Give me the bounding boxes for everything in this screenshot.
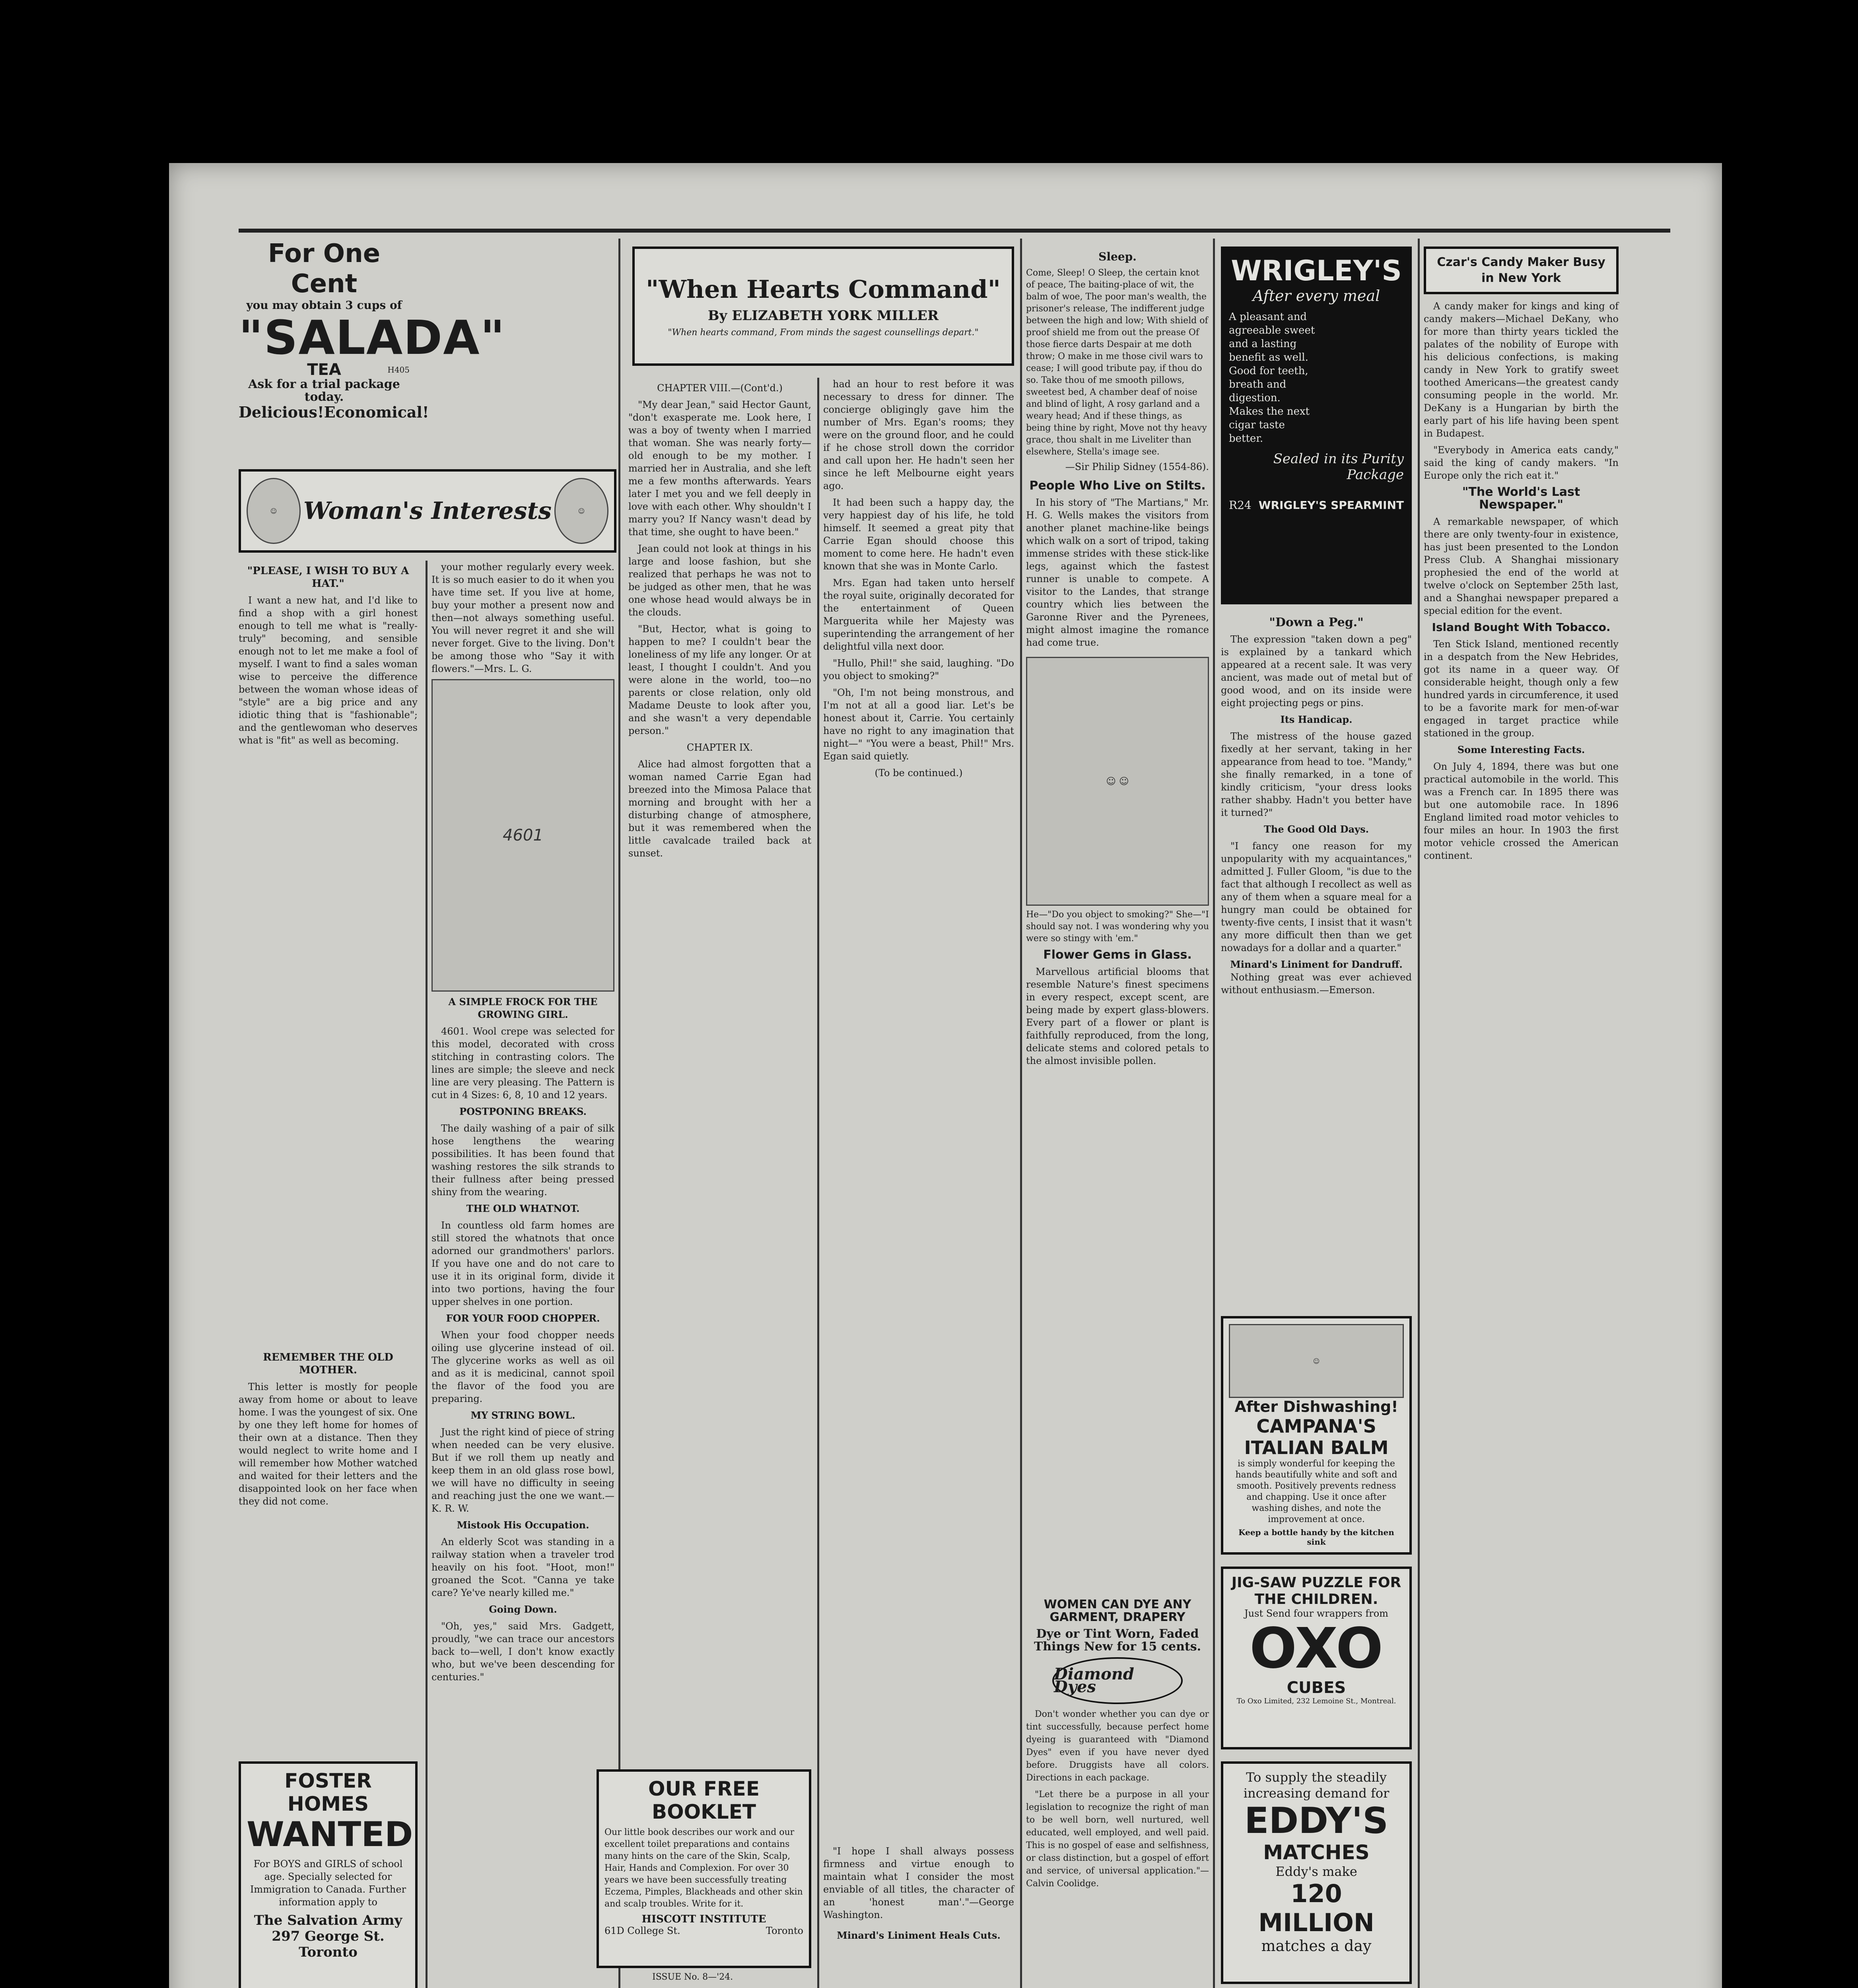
campana-illustration: ☺	[1229, 1324, 1404, 1398]
serial-byline: By ELIZABETH YORK MILLER	[707, 308, 939, 324]
wrigley-slogan: After every meal	[1252, 287, 1380, 305]
facts-title: Some Interesting Facts.	[1457, 744, 1585, 755]
wrigley-brand: WRIGLEY'S	[1231, 254, 1402, 287]
island-text: Ten Stick Island, mentioned recently in a despatch from the New Hebrides, got its name in a queer way. Of considerable height, though only a few hundred yards in circumference, it used to be a favorite mark for men-of-war engaged in target practice while stationed in the group.	[1424, 639, 1619, 739]
facts-text: On July 4, 1894, there was but one practical automobile in the world. This was a French car. In 1895 there was but one automobile race. In 1896 England limited road motor vehicles to four miles an hour. In 1903 the first motor vehicle crossed the American continent.	[1424, 761, 1619, 861]
stilts-text: In his story of "The Martians," Mr. H. G. Wells makes the visitors from another planet machine-like beings which walk on a sort of tripod, taking immense strides with these stick-like legs, against which the fastest runner is unable to compete. A visitor to the Landes, that strange country which lies between the Garonne River and the Pyrenees, might almost imagine the romance had come true.	[1026, 497, 1209, 648]
wrigleys-ad	[1221, 247, 1412, 604]
column-4-footer	[823, 1845, 1014, 1942]
handicap-text: The mistress of the house gazed fixedly at her servant, taking in her appearance from head to toe. "Mandy," she finally remarked, in a tone of kindly criticism, "your dress looks rather shabby. Hadn't you better have it turned?"	[1221, 731, 1412, 818]
eddy-brand: EDDY'S	[1244, 1800, 1388, 1842]
womans-interests-banner	[239, 469, 616, 553]
remember-text: This letter is mostly for people away from home or about to leave home. I was the youngest of six. One by one they left home for homes of their own at a distance. Then they would neglect to write home and I will remember how Mother watched and waited for their letters and the disappointed look on her face when they did not come.	[239, 1381, 418, 1507]
czar-title: Czar's Candy Maker Busy in New York	[1424, 247, 1619, 294]
column-6	[1221, 612, 1412, 1000]
divider	[1213, 239, 1215, 1988]
salada-ad	[239, 239, 506, 421]
divider	[817, 378, 819, 1988]
serial-text-f: It had been such a happy day, the very happiest day of his life, he told himself. It seemed a great pity that Carrie Egan should choose this moment to come here. He hadn't even known that she was in Monte Carlo.	[823, 497, 1014, 572]
mother-text: your mother regularly every week. It is so much easier to do it when you have time set. If you live at home, buy your mother a present now and then—not always something useful. You will never regret it and she will never forget. Give to the living. Don't be among those who "Say it with flowers."—Mrs. L. G.	[431, 561, 614, 674]
salada-trial: Ask for a trial package today.	[248, 377, 400, 404]
foster-homes-ad	[239, 1761, 418, 1988]
island-title: Island Bought With Tobacco.	[1432, 621, 1611, 634]
dye-sub: Dye or Tint Worn, Faded Things New for 15 cents.	[1034, 1627, 1201, 1654]
serial-text-c: "But, Hector, what is going to happen to me? I couldn't bear the loneliness of my life any longer. Or at least, I thought I couldn't. And you were alone in the world, too—no parents or close relation, only old Madame Deuste to look after you, and she wasn't a very dependable person."	[628, 623, 811, 736]
minards-cuts: Minard's Liniment Heals Cuts.	[837, 1930, 1001, 1941]
campana-keep: Keep a bottle handy by the kitchen sink	[1238, 1528, 1394, 1547]
wrigley-pack: WRIGLEY'S SPEARMINT	[1258, 499, 1404, 512]
dye-text: Don't wonder whether you can dye or tint successfully, because perfect home dyeing is guaranteed with "Diamond Dyes" even if you have never dyed before. Druggists have all colors. Directions in each package.	[1026, 1709, 1209, 1783]
oxo-brand: OXO	[1250, 1616, 1383, 1681]
salada-economical: Economical!	[324, 403, 429, 421]
foster-text: For BOYS and GIRLS of school age. Specially selected for Immigration to Canada. Further information apply to	[250, 1858, 406, 1908]
foster-title: FOSTER HOMES	[284, 1769, 372, 1815]
column-5	[1026, 247, 1209, 1071]
salada-tea: TEA	[307, 361, 341, 379]
oxo-ad	[1221, 1567, 1412, 1749]
dye-title: WOMEN CAN DYE ANY GARMENT, DRAPERY	[1044, 1598, 1191, 1624]
eddy-text1: To supply the steadily increasing demand for	[1243, 1770, 1390, 1801]
hat-title: "PLEASE, I WISH TO BUY A HAT."	[247, 565, 409, 590]
serial-text-i: "Oh, I'm not being monstrous, and I'm not at all a good liar. Let's be honest about it, Carrie. You certainly have no right to any imagination that night—" "You were a beast, Phil!" Mrs. Egan said quietly.	[823, 687, 1014, 762]
salada-code: H405	[387, 365, 410, 375]
salada-brand: "SALADA"	[239, 310, 506, 365]
hat-text: I want a new hat, and I'd like to find a shop with a girl honest enough to tell me what is "really-truly" becoming, and sensible enough not to let me make a fool of myself. I want to find a sales woman wise to perceive the difference between the woman whose ideas of "style" are a big price and any idiotic thing that is "fashionable"; and the gentlewoman who deserves what is "fit" as well as becoming.	[239, 595, 418, 746]
booklet-title: OUR FREE BOOKLET	[648, 1777, 760, 1823]
salada-delicious: Delicious!	[239, 403, 324, 421]
olddays-text: "I fancy one reason for my unpopularity with my acquaintances," admitted J. Fuller Gloom, "is due to the fact that although I recollect as well as any of them when a square meal for a hungry man could be obtained for twenty-five cents, I insist that it wasn't any more difficult then than we get nowadays for a dollar and a quarter."	[1221, 841, 1412, 953]
peg-text: The expression "taken down a peg" is explained by a tankard which appeared at a recent sale. It was very ancient, was made out of metal but of good wood, and on its inside were eight projecting pegs or pins.	[1221, 634, 1412, 709]
woman-portrait-left: ☺	[247, 478, 301, 544]
campana-brand: CAMPANA'S ITALIAN BALM	[1244, 1415, 1389, 1458]
dandruff: Minard's Liniment for Dandruff.	[1230, 959, 1403, 970]
column-7	[1424, 247, 1619, 866]
peg-title: "Down a Peg."	[1269, 615, 1364, 629]
sleep-poem: Come, Sleep! O Sleep, the certain knot of peace, The baiting-place of wit, the balm of woe, The poor man's wealth, the prisoner's release, The indifferent judge between the high and low; With shield of proof shield me from out the prease Of those fierce darts Despair at me doth throw; O make in me those civil wars to cease; I will good tribute pay, if thou do so. Take thou of me smooth pillows, sweetest bed, A chamber deaf of noise and blind of light, A rosy garland and a weary head; And if these things, as being thine by right, Move not thy heavy grace, thou shalt in me Liveliter than elsewhere, Stella's image see.	[1026, 268, 1208, 457]
eddy-text2: Eddy's make	[1275, 1864, 1357, 1879]
booklet-addr: 61D College St.	[604, 1925, 680, 1936]
coolidge-quote: "Let there be a purpose in all your legislation to recognize the right of man to be well born, well nurtured, well educated, well employed, and well paid. This is no gospel of ease and selfishness, or class distinction, but a gospel of effort and service, of universal application."—Calvin Coolidge.	[1026, 1790, 1209, 1889]
oxo-send: Just Send four wrappers from	[1244, 1608, 1388, 1619]
flower-title: Flower Gems in Glass.	[1043, 948, 1192, 962]
booklet-org: HISCOTT INSTITUTE	[641, 1913, 766, 1925]
divider	[618, 239, 620, 1988]
foster-wanted: WANTED	[247, 1815, 413, 1854]
whatnot-title: THE OLD WHATNOT.	[466, 1203, 580, 1214]
sleep-author: —Sir Philip Sidney (1554-86).	[1065, 461, 1209, 472]
booklet-text: Our little book describes our work and our excellent toilet preparations and contains many hints on the care of the Skin, Scalp, Hair, Hands and Complexion. For over 30 years we have been successfully treating Eczema, Pimples, Blackheads and other skin and scalp troubles. Write for it.	[604, 1827, 803, 1909]
serial-header	[632, 247, 1014, 366]
column-1-body	[239, 561, 418, 1512]
foster-addr: 297 George St. Toronto	[272, 1928, 385, 1960]
handicap-title: Its Handicap.	[1280, 714, 1353, 725]
serial-text-h: "Hullo, Phil!" she said, laughing. "Do you object to smoking?"	[823, 658, 1014, 681]
chapter-8: CHAPTER VIII.—(Cont'd.)	[657, 382, 783, 394]
to-be-continued: (To be continued.)	[875, 767, 963, 779]
serial-text-g: Mrs. Egan had taken unto herself the royal suite, originally decorated for the entertainment of Queen Marguerita while her Majesty was superintending the arrangement of her delightful villa next door.	[823, 577, 1014, 652]
serial-text-e: had an hour to rest before it was necessary to dress for dinner. The concierge obligingly gave him the number of Mrs. Egan's rooms; they were on the ground floor, and he could if he chose stroll down the corridor and call upon her. He hadn't seen her since he left Melbourne eight years ago.	[823, 379, 1014, 491]
wrigley-code: R24	[1229, 499, 1252, 512]
frock-text: 4601. Wool crepe was selected for this model, decorated with cross stitching in contrasting colors. The lines are simple; the sleeve and neck line are very pleasing. The Pattern is cut in 4 Sizes: 6, 8, 10 and 12 years.	[431, 1026, 614, 1101]
serial-text-b: Jean could not look at things in his large and loose fashion, but she realized that perhaps he was not to be judged as other men, that he was one whose head would always be in the clouds.	[628, 543, 811, 618]
eddy-count: 120 MILLION	[1258, 1879, 1374, 1937]
divider	[1418, 239, 1420, 1988]
column-1	[239, 239, 506, 421]
washington-quote: "I hope I shall always possess firmness and virtue enough to maintain what I consider the most enviable of all titles, the character of an 'honest man'."—George Washington.	[823, 1846, 1014, 1920]
mistook-text: An elderly Scot was standing in a railway station when a traveler trod heavily on his foot. "Hoot, mon!" groaned the Scot. "Canna ye take care? Ye've nearly killed me."	[431, 1536, 614, 1598]
foster-org: The Salvation Army	[254, 1912, 402, 1928]
wrigley-sealed: Sealed in its Purity Package	[1273, 451, 1404, 483]
booklet-city: Toronto	[766, 1925, 803, 1936]
bowl-text: Just the right kind of piece of string when needed can be very elusive. But if we roll them up neatly and keep them in an old glass rose bowl, we will have no difficulty in seeing and reaching just the one we want.—K. R. W.	[431, 1427, 614, 1514]
sleep-title: Sleep.	[1098, 250, 1137, 263]
czar-text-2: "Everybody in America eats candy," said the king of candy makers. "In Europe only the rich eat it."	[1424, 445, 1619, 481]
chapter-9: CHAPTER IX.	[686, 742, 753, 753]
cartoon-illustration: ☺ ☺	[1026, 657, 1209, 906]
serial-text-a: "My dear Jean," said Hector Gaunt, "don't exasperate me. Look here, I was a boy of twenty when I married that woman. She was nearly forty—old enough to be my mother. I married her in Australia, and she left me a few months afterwards. Years later I met you and we fell deeply in love with each other. Why shouldn't I marry you? If Nancy wasn't dead by that time, she ought to have been."	[628, 399, 811, 538]
top-rule	[239, 229, 1670, 233]
olddays-title: The Good Old Days.	[1264, 823, 1369, 835]
mistook-title: Mistook His Occupation.	[457, 1519, 589, 1531]
cartoon-caption: He—"Do you object to smoking?" She—"I should say not. I was wondering why you were so stingy with 'em."	[1026, 910, 1209, 944]
serial-title: "When Hearts Command"	[646, 275, 1001, 304]
frock-title: A SIMPLE FROCK FOR THE GROWING GIRL.	[448, 996, 598, 1020]
hat-text-2	[239, 751, 418, 1347]
emerson-quote: Nothing great was ever achieved without enthusiasm.—Emerson.	[1221, 972, 1412, 996]
woman-portrait-right: ☺	[554, 478, 608, 544]
issue-number: ISSUE No. 8—'24.	[652, 1972, 733, 1982]
postponing-title: POSTPONING BREAKS.	[459, 1106, 587, 1117]
oxo-puzzle: JIG-SAW PUZZLE FOR THE CHILDREN.	[1231, 1574, 1401, 1607]
czar-text: A candy maker for kings and king of candy makers—Michael DeKany, who for more than thirty years tickled the palates of the nobility of Europe with his delicious confections, is making candy in New York to gratify sweet toothed Americans—the greatest candy consuming people in the world. Mr. DeKany is a Hungarian by birth the early part of his life having been spent in Budapest.	[1424, 301, 1619, 439]
column-5-lower	[1026, 1594, 1209, 1894]
frock-illustration	[431, 679, 614, 992]
eddys-ad	[1221, 1761, 1412, 1984]
column-3	[628, 378, 811, 864]
chopper-text: When your food chopper needs oiling use glycerine instead of oil. The glycerine works as well as oil and as it is medicinal, cannot spoil the flavor of the food you are preparing.	[431, 1330, 614, 1404]
campana-after: After Dishwashing!	[1234, 1398, 1398, 1415]
wrigley-text: A pleasant and agreeable sweet and a lasting benefit as well. Good for teeth, breath and digestion. Makes the next cigar taste better.	[1229, 311, 1315, 445]
remember-title: REMEMBER THE OLD MOTHER.	[263, 1351, 393, 1376]
salada-top: For One Cent	[268, 239, 381, 299]
eddy-day: matches a day	[1261, 1937, 1372, 1955]
dye-brand: Diamond Dyes	[1052, 1657, 1183, 1704]
newspaper-text: A remarkable newspaper, of which there are only twenty-four in existence, has just been presented to the London Press Club. A Shanghai missionary prophesied the end of the world at twelve o'clock on September 25th last, and a Shanghai newspaper prepared a special edition for the event.	[1424, 516, 1619, 616]
campana-text: is simply wonderful for keeping the hands beautifully white and soft and smooth. Positively prevents redness and chapping. Use it once after washing dishes, and note the improvement at once.	[1235, 1459, 1397, 1524]
newspaper-title: "The World's Last Newspaper."	[1462, 485, 1580, 512]
flower-text: Marvellous artificial blooms that resemble Nature's finest specimens in every respect, except scent, are being made by expert glass-blowers. Every part of a flower or plant is faithfully reproduced, from the long, delicate stems and colored petals to the almost invisible pollen.	[1026, 966, 1209, 1066]
bowl-title: MY STRING BOWL.	[470, 1409, 575, 1421]
salada-sub: you may obtain 3 cups of	[246, 299, 402, 312]
divider	[1020, 239, 1022, 1988]
frock-number: 4601	[503, 826, 543, 845]
goingdown-title: Going Down.	[489, 1604, 557, 1615]
interests-title: Woman's Interests	[303, 497, 552, 525]
postponing-text: The daily washing of a pair of silk hose lengthens the wearing possibilities. It has been found that washing restores the silk strands to their fullness after being pressed shiny from the wearing.	[431, 1123, 614, 1198]
serial-quote: "When hearts command, From minds the sagest counsellings depart."	[668, 328, 979, 338]
column-2	[431, 561, 614, 1687]
chopper-title: FOR YOUR FOOD CHOPPER.	[446, 1312, 600, 1324]
goingdown-text: "Oh, yes," said Mrs. Gadgett, proudly, "we can trace our ancestors back to—well, I don't know exactly who, but we've been descending for centuries."	[431, 1621, 614, 1683]
column-4	[823, 378, 1014, 779]
campana-ad	[1221, 1316, 1412, 1555]
stilts-title: People Who Live on Stilts.	[1029, 479, 1206, 493]
whatnot-text: In countless old farm homes are still stored the whatnots that once adorned our grandmothers' parlors. If you have one and do not care to use it in its original form, divide it into two portions, having the four upper shelves in one portion.	[431, 1220, 614, 1307]
eddy-matches: MATCHES	[1263, 1841, 1370, 1864]
serial-text-d: Alice had almost forgotten that a woman named Carrie Egan had breezed into the Mimosa Palace that morning and brought with her a disturbing change of atmosphere, but it was remembered when the little cavalcade trailed back at sunset.	[628, 759, 811, 859]
divider	[426, 561, 428, 1988]
booklet-ad	[597, 1769, 811, 1968]
oxo-addr: To Oxo Limited, 232 Lemoine St., Montreal.	[1236, 1697, 1396, 1705]
oxo-cubes: CUBES	[1287, 1679, 1346, 1697]
